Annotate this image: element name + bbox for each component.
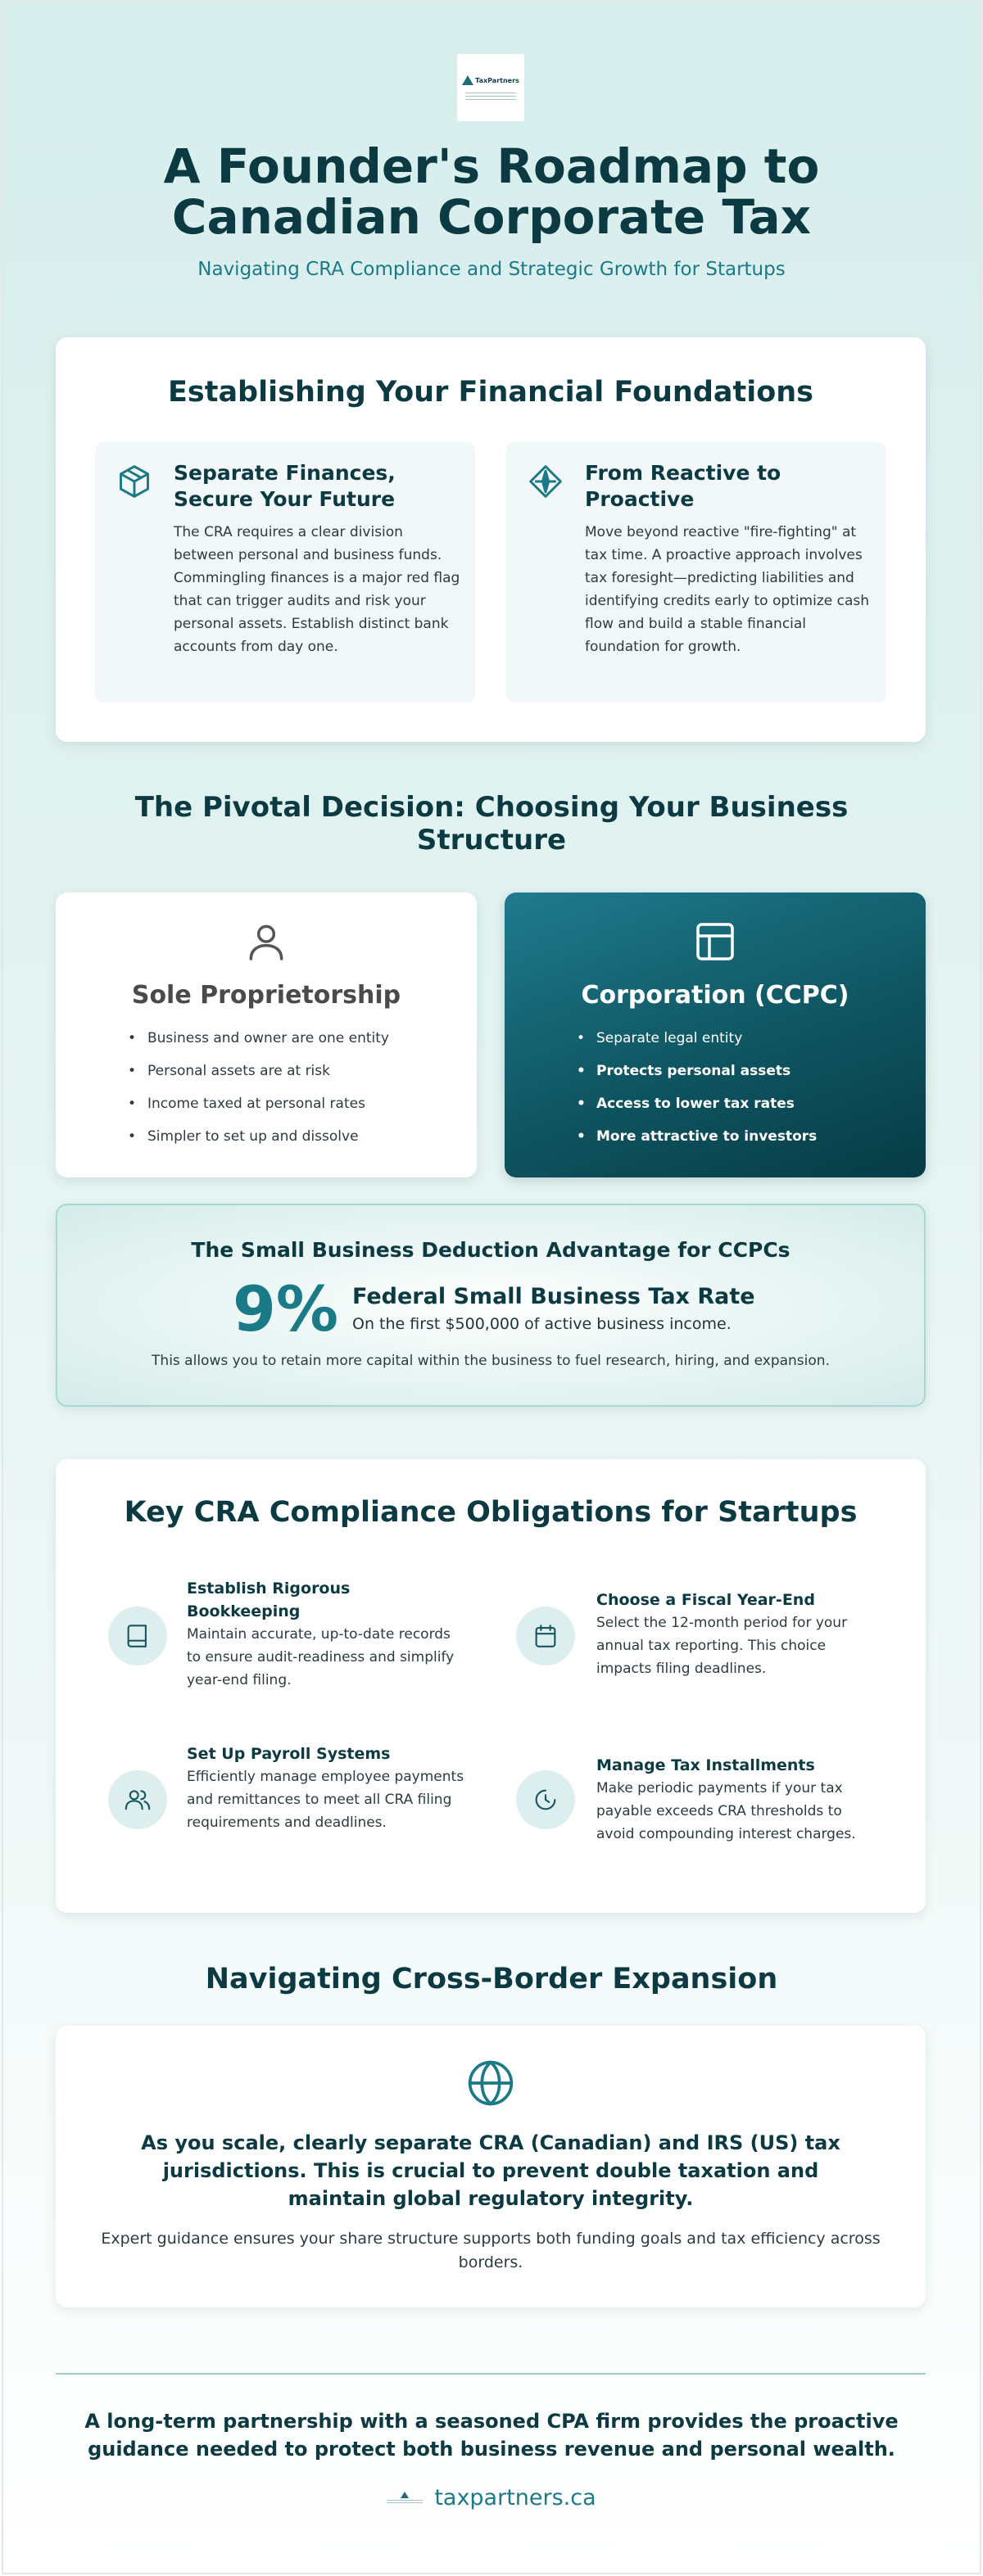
footer-site bbox=[385, 2481, 598, 2514]
list-item: • Separate legal entity bbox=[577, 1028, 817, 1061]
book-icon bbox=[124, 1622, 152, 1650]
list-item: • Income taxed at personal rates bbox=[128, 1094, 389, 1127]
obligation-text: Make periodic payments if your tax payable exceeds CRA thresholds to avoid compounding interest charges. bbox=[596, 1780, 856, 1842]
list-item: • Protects personal assets bbox=[577, 1061, 817, 1094]
page-subtitle: Navigating CRA Compliance and Strategic Growth for Startups bbox=[197, 259, 786, 280]
obligation-icon-wrap bbox=[108, 1607, 167, 1665]
cross-border-heading: Navigating Cross-Border Expansion bbox=[205, 1963, 778, 1995]
user-icon bbox=[243, 919, 289, 965]
list-item: • Simpler to set up and dissolve bbox=[128, 1127, 389, 1159]
obligation-text: Select the 12-month period for your annual tax reporting. This choice impacts filing deadlines. bbox=[596, 1615, 848, 1677]
obligation-icon-wrap bbox=[108, 1770, 167, 1829]
sbd-banner bbox=[56, 1204, 926, 1407]
compliance-card bbox=[56, 1459, 926, 1913]
ccpc-features bbox=[577, 1028, 817, 1159]
footer-divider bbox=[56, 2373, 926, 2375]
sbd-heading: The Small Business Deduction Advantage for CCPCs bbox=[191, 1238, 790, 1262]
sbd-percent: 9% bbox=[233, 1272, 339, 1345]
sole-features bbox=[128, 1028, 389, 1159]
list-item: • Access to lower tax rates bbox=[577, 1094, 817, 1127]
cross-border-text: Expert guidance ensures your share structure supports both funding goals and tax efficiency across borders. bbox=[101, 2230, 881, 2271]
sbd-rate-desc: On the first $500,000 of active business income. bbox=[352, 1315, 732, 1333]
obligation-icon-wrap bbox=[516, 1607, 575, 1665]
company-logo: TaxPartners bbox=[457, 54, 524, 121]
foundations-heading: Establishing Your Financial Foundations bbox=[167, 376, 814, 409]
card-title: From Reactive to Proactive bbox=[585, 461, 781, 511]
obligation-text: Maintain accurate, up-to-date records to ensure audit-readiness and simplify year-end filing. bbox=[187, 1626, 455, 1688]
list-item: • More attractive to investors bbox=[577, 1127, 817, 1159]
mini-logo bbox=[387, 2492, 423, 2503]
users-icon bbox=[124, 1786, 152, 1814]
calendar-icon bbox=[532, 1622, 559, 1650]
foundations-card bbox=[56, 337, 926, 742]
obligation-title: Manage Tax Installments bbox=[596, 1756, 815, 1774]
cross-border-lead: As you scale, clearly separate CRA (Canadian) and IRS (US) tax jurisdictions. This is crucial to prevent double taxation and maintain global regulatory integrity. bbox=[141, 2131, 840, 2210]
sbd-note: This allows you to retain more capital within the business to fuel research, hiring, and expansion. bbox=[152, 1353, 830, 1369]
card-text: Move beyond reactive "fire-fighting" at tax time. A proactive approach involves tax foresight—predicting liabilities and identifying credits early to optimize cash flow and build a stable financial foundation for growth. bbox=[585, 524, 870, 655]
compass-icon bbox=[528, 463, 564, 499]
closing-statement: A long-term partnership with a seasoned CPA firm provides the proactive guidance needed to protect both business revenue and personal wealth. bbox=[84, 2410, 899, 2461]
cross-border-card bbox=[56, 2026, 926, 2307]
page-title: A Founder's Roadmap to Canadian Corporate Tax bbox=[163, 138, 820, 245]
sbd-rate-title: Federal Small Business Tax Rate bbox=[352, 1284, 755, 1309]
list-item: • Personal assets are at risk bbox=[128, 1061, 389, 1094]
structure-heading: The Pivotal Decision: Choosing Your Business Structure bbox=[134, 791, 849, 856]
ccpc-title: Corporation (CCPC) bbox=[581, 981, 849, 1010]
card-title: Separate Finances, Secure Your Future bbox=[174, 461, 396, 511]
obligation-text: Efficiently manage employee payments and remittances to meet all CRA filing requirements and deadlines. bbox=[187, 1769, 464, 1831]
obligation-title: Establish Rigorous Bookkeeping bbox=[187, 1579, 351, 1620]
obligation-icon-wrap bbox=[516, 1770, 575, 1829]
sole-title: Sole Proprietorship bbox=[131, 981, 401, 1010]
obligation-title: Set Up Payroll Systems bbox=[187, 1745, 391, 1763]
box-icon bbox=[116, 463, 152, 499]
obligation-title: Choose a Fiscal Year-End bbox=[596, 1591, 815, 1609]
compliance-heading: Key CRA Compliance Obligations for Startups bbox=[124, 1496, 858, 1529]
sole-proprietorship-card bbox=[56, 893, 477, 1177]
foundation-card-separate-finances bbox=[95, 442, 475, 703]
foundation-card-proactive bbox=[506, 442, 886, 703]
site-link[interactable]: taxpartners.ca bbox=[434, 2484, 596, 2510]
card-text: The CRA requires a clear division between personal and business funds. Commingling finances is a major red flag that can trigger audits and risk your personal assets. Establish distinct bank accounts from day one. bbox=[174, 524, 460, 655]
layout-icon bbox=[692, 919, 738, 965]
globe-icon bbox=[464, 2057, 517, 2109]
clock-icon bbox=[532, 1786, 559, 1814]
corporation-card bbox=[505, 893, 926, 1177]
list-item: • Business and owner are one entity bbox=[128, 1028, 389, 1061]
